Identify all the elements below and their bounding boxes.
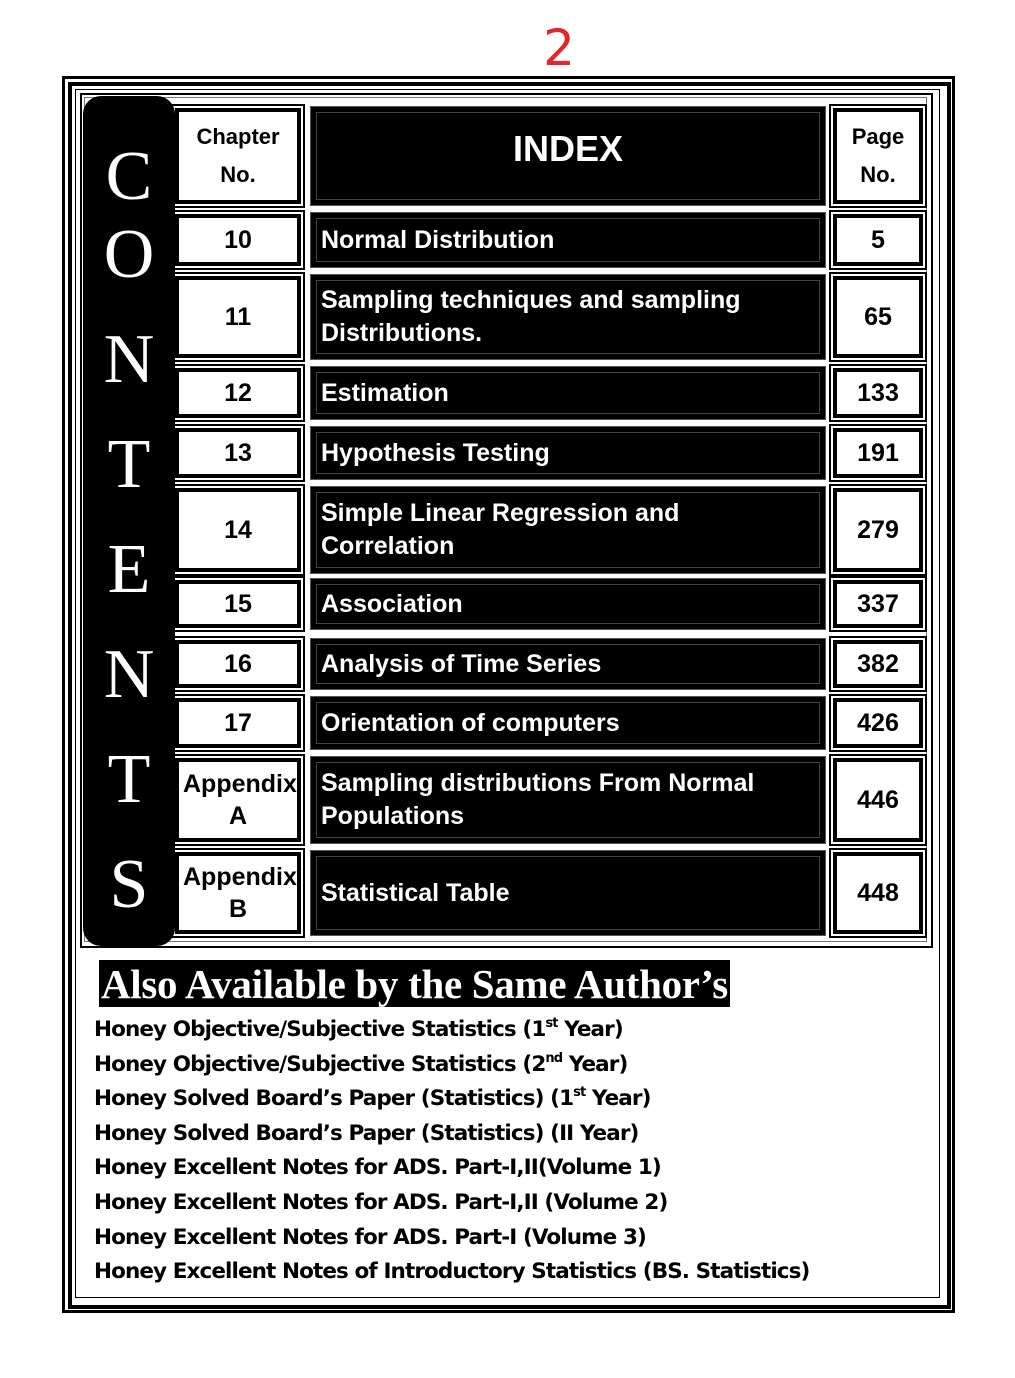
chapter-number: 16 xyxy=(224,650,252,678)
book-item: Honey Excellent Notes for ADS. Part-I,II(Volume 1) xyxy=(94,1155,661,1181)
chapter-title: Orientation of computers xyxy=(321,708,620,737)
chapter-title-cell xyxy=(310,212,826,268)
chapter-title: Statistical Table xyxy=(321,878,510,907)
chapter-number: 14 xyxy=(224,516,252,544)
header-index xyxy=(310,106,826,206)
chapter-number-cell xyxy=(175,698,301,748)
contents-letter: S xyxy=(109,846,149,923)
chapter-number-cell xyxy=(175,488,301,572)
page-number-cell xyxy=(833,428,923,478)
book-item: Honey Objective/Subjective Statistics (2nd Year) xyxy=(94,1050,628,1077)
page-number-cell xyxy=(833,698,923,748)
page-number-cell xyxy=(833,368,923,418)
also-available-heading: Also Available by the Same Author’s xyxy=(101,961,728,1007)
chapter-page-number: 446 xyxy=(857,785,899,814)
chapter-page-number: 279 xyxy=(857,515,899,544)
chapter-page-number: 448 xyxy=(857,878,899,907)
chapter-page-number: 382 xyxy=(857,649,899,678)
chapter-page-number: 426 xyxy=(857,708,899,737)
header-chapter-label-no: No. xyxy=(220,162,256,187)
chapter-title: Simple Linear Regression and Correlation xyxy=(321,499,680,560)
chapter-number-cell xyxy=(175,428,301,478)
chapter-number: 13 xyxy=(224,439,252,467)
chapter-page-number: 337 xyxy=(857,589,899,618)
chapter-page-number: 133 xyxy=(857,378,899,407)
chapter-title: Sampling techniques and sampling Distributions. xyxy=(321,286,741,347)
chapter-number-cell xyxy=(175,276,301,358)
header-page-label: Page xyxy=(851,124,905,149)
chapter-number: Appendix A xyxy=(183,770,297,830)
book-item: Honey Objective/Subjective Statistics (1st Year) xyxy=(94,1016,623,1042)
page-number-cell xyxy=(833,276,923,358)
chapter-number-cell xyxy=(175,758,301,842)
chapter-title-cell xyxy=(310,756,826,844)
chapter-title: Sampling distributions From Normal Populations xyxy=(321,769,755,830)
chapter-number-cell xyxy=(175,368,301,418)
contents-letter: E xyxy=(107,531,151,608)
chapter-page-number: 5 xyxy=(871,225,885,254)
page-number: 2 xyxy=(543,19,575,77)
page-number-cell xyxy=(833,580,923,628)
chapter-title: Estimation xyxy=(321,378,449,407)
index-title: INDEX xyxy=(512,127,624,169)
book-item: Honey Solved Board’s Paper (Statistics) (1st Year) xyxy=(94,1085,651,1112)
book-item: Honey Excellent Notes for ADS. Part-I,II (Volume 2) xyxy=(94,1189,668,1215)
chapter-title-cell xyxy=(310,274,826,360)
contents-letter: T xyxy=(107,741,151,818)
header-page-no xyxy=(833,108,923,204)
chapter-number-cell xyxy=(175,580,301,628)
header-chapter-label: Chapter xyxy=(196,124,280,149)
contents-letter: O xyxy=(103,216,155,293)
chapter-title-cell xyxy=(310,426,826,480)
chapter-title-cell xyxy=(310,850,826,936)
chapter-number: 11 xyxy=(224,303,252,331)
book-item: Honey Excellent Notes for ADS. Part-I (Volume 3) xyxy=(94,1224,646,1250)
chapter-number-cell xyxy=(175,214,301,266)
chapter-page-number: 65 xyxy=(864,302,892,331)
chapter-title-cell xyxy=(310,696,826,750)
chapter-number-cell xyxy=(175,852,301,934)
chapter-title-cell xyxy=(310,486,826,574)
page-number-cell xyxy=(833,488,923,572)
chapter-title-cell xyxy=(310,638,826,690)
chapter-number: 12 xyxy=(224,379,252,407)
book-item: Honey Solved Board’s Paper (Statistics) (II Year) xyxy=(94,1120,639,1146)
chapter-title-cell xyxy=(310,578,826,630)
contents-sidebar xyxy=(83,96,175,946)
chapter-title: Hypothesis Testing xyxy=(321,438,550,467)
chapter-number: 10 xyxy=(224,226,252,254)
page-number-cell xyxy=(833,758,923,842)
chapter-number: 17 xyxy=(224,709,252,737)
other-books-list xyxy=(94,1013,809,1290)
contents-letter: C xyxy=(105,138,153,215)
contents-letter: N xyxy=(103,636,155,713)
header-chapter-no xyxy=(175,108,301,204)
chapter-page-number: 191 xyxy=(857,438,899,467)
chapter-number: Appendix B xyxy=(183,863,297,923)
page-number-cell xyxy=(833,214,923,266)
book-item: Honey Excellent Notes of Introductory Statistics (BS. Statistics) xyxy=(94,1259,810,1285)
chapter-title-cell xyxy=(310,366,826,420)
contents-letter: T xyxy=(107,426,151,503)
chapter-number-cell xyxy=(175,640,301,688)
page-number-cell xyxy=(833,852,923,934)
chapter-title: Normal Distribution xyxy=(321,225,555,254)
chapter-number: 15 xyxy=(224,590,252,618)
contents-letter: N xyxy=(103,321,155,398)
chapter-title: Analysis of Time Series xyxy=(321,649,602,678)
page-number-cell xyxy=(833,640,923,688)
header-page-label-no: No. xyxy=(860,162,896,187)
chapter-title: Association xyxy=(321,589,463,618)
